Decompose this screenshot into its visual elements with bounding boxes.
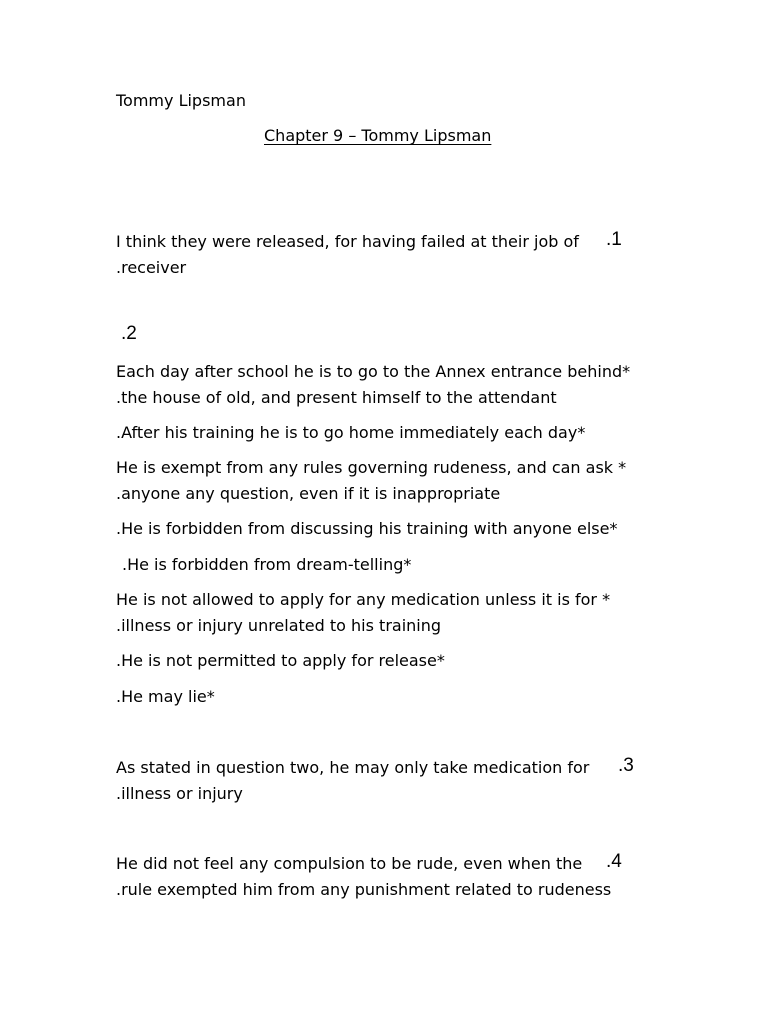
answer-2-item-1-line-1: Each day after school he is to go to the Annex entrance behind* <box>116 362 631 381</box>
answer-2-item-6-line-2: .illness or injury unrelated to his training <box>116 616 442 635</box>
author-name: Tommy Lipsman <box>116 91 246 110</box>
answer-2-item-7: .He is not permitted to apply for release* <box>116 651 445 670</box>
answer-2-item-3-line-1: He is exempt from any rules governing rudeness, and can ask * <box>116 458 627 477</box>
answer-2-number: .2 <box>121 323 137 344</box>
answer-2-item-6-line-1: He is not allowed to apply for any medication unless it is for * <box>116 590 611 609</box>
answer-1-number: .1 <box>606 229 622 250</box>
answer-1-line-1: I think they were released, for having failed at their job of <box>116 232 579 251</box>
answer-2-item-5: .He is forbidden from dream-telling* <box>122 555 412 574</box>
answer-1-line-2: .receiver <box>116 258 187 277</box>
answer-3-number: .3 <box>618 755 634 776</box>
answer-2-item-8: .He may lie* <box>116 687 215 706</box>
answer-4-line-2: .rule exempted him from any punishment related to rudeness <box>116 880 612 899</box>
chapter-title: Chapter 9 – Tommy Lipsman <box>264 126 492 145</box>
answer-4-line-1: He did not feel any compulsion to be rude, even when the <box>116 854 583 873</box>
answer-4-number: .4 <box>606 851 622 872</box>
answer-2-item-4: .He is forbidden from discussing his training with anyone else* <box>116 519 618 538</box>
answer-2-item-1-line-2: .the house of old, and present himself to the attendant <box>116 388 557 407</box>
answer-3-line-2: .illness or injury <box>116 784 243 803</box>
answer-3-line-1: As stated in question two, he may only take medication for <box>116 758 590 777</box>
answer-2-item-3-line-2: .anyone any question, even if it is inappropriate <box>116 484 501 503</box>
answer-2-item-2: .After his training he is to go home immediately each day* <box>116 423 586 442</box>
